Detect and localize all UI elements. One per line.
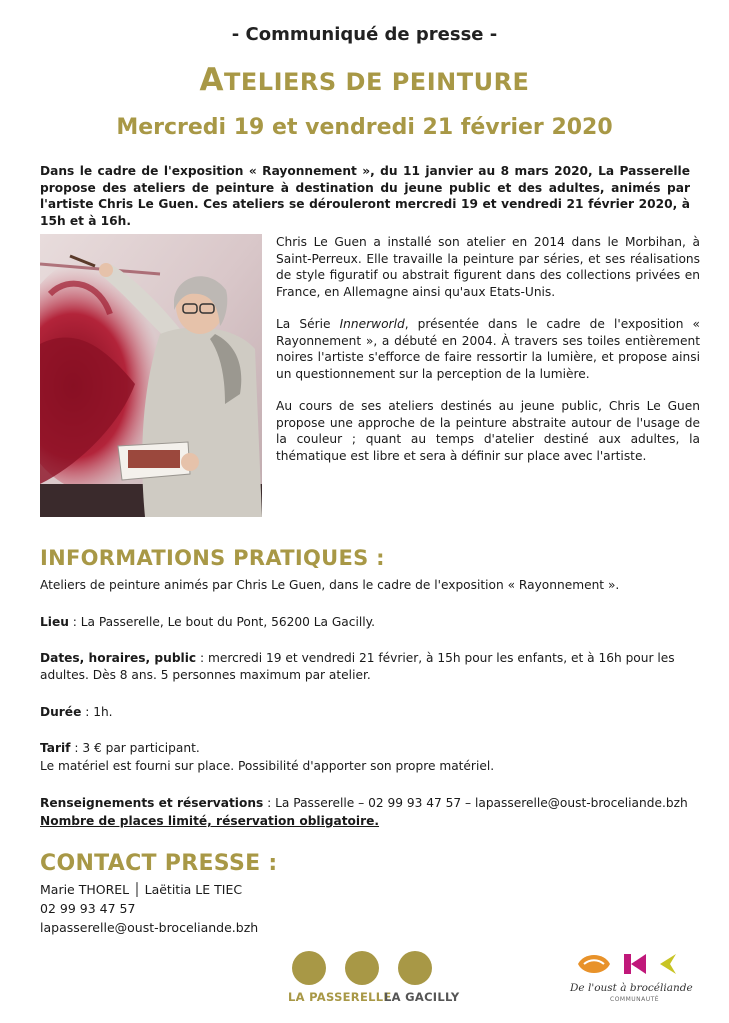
contact-email: lapasserelle@oust-broceliande.bzh <box>40 920 259 935</box>
logo-oust-script: De l'oust à brocéliande <box>570 982 693 994</box>
event-date: Mercredi 19 et vendredi 21 février 2020 <box>116 115 613 140</box>
logo-oust-sub: COMMUNAUTÉ <box>610 996 660 1003</box>
info-tarif <box>40 740 700 757</box>
logo-passerelle-text: LA PASSERELLE <box>288 990 392 1004</box>
lieu-label: Lieu <box>40 615 69 629</box>
info-dates <box>40 650 700 684</box>
okc-shapes-icon <box>576 950 686 978</box>
bio-paragraph-1: Chris Le Guen a installé son atelier en 2014 dans le Morbihan, à Saint-Perreux. Elle travaille la peinture par séries, et ses réalisations de style figuratif ou abstrait figurent dans des collections privées en France, en Allemagne ainsi qu'aux Etats-Unis. <box>276 235 700 299</box>
lieu-value: : La Passerelle, Le bout du Pont, 56200 La Gacilly. <box>68 615 375 629</box>
dates-label: Dates, horaires, public <box>40 651 197 665</box>
bio-paragraph-3: Au cours de ses ateliers destinés au jeune public, Chris Le Guen propose une approche de la peinture abstraite autour de l'usage de la couleur ; quant au temps d'atelier destiné aux adultes, la thématique est libre et sera à définir sur place avec l'artiste. <box>276 399 700 463</box>
contact-names: Marie THOREL │ Laëtitia LE TIEC <box>40 882 243 897</box>
info-materiel: Le matériel est fourni sur place. Possibilité d'apporter son propre matériel. <box>40 759 495 773</box>
contact-heading: CONTACT PRESSE : <box>40 851 278 876</box>
kicker: - Communiqué de presse - <box>231 24 498 45</box>
bio-paragraph-2 <box>276 316 700 382</box>
info-duree <box>40 704 700 721</box>
dates-value: : mercredi 19 et vendredi 21 février, à 15h pour les enfants, et à 16h pour les adultes. Dès 8 ans. 5 personnes maximum par atelier. <box>40 651 675 682</box>
duree-label: Durée <box>40 705 82 719</box>
gold-circles-icon <box>291 950 451 986</box>
logo-gacilly-text: LA GACILLY <box>384 990 460 1004</box>
artist-bio <box>276 234 700 464</box>
info-line-1: Ateliers de peinture animés par Chris Le Guen, dans le cadre de l'exposition « Rayonnement ». <box>40 578 620 592</box>
limit-text: Nombre de places limité, réservation obligatoire. <box>40 814 380 828</box>
tarif-label: Tarif <box>40 741 71 755</box>
artist-photo <box>40 234 262 517</box>
contact-phone: 02 99 93 47 57 <box>40 901 136 916</box>
bio-p2-start: La Série <box>276 317 340 331</box>
passerelle-logo <box>288 950 468 1010</box>
info-lieu <box>40 614 700 631</box>
page-title <box>0 62 729 98</box>
resa-label: Renseignements et réservations <box>40 796 264 810</box>
intro-paragraph: Dans le cadre de l'exposition « Rayonnement », du 11 janvier au 8 mars 2020, La Passerelle propose des ateliers de peinture à destination du jeune public et des adultes, animés par l'artiste Chris Le Guen. Ces ateliers se dérouleront mercredi 19 et vendredi 21 février 2020, à 15h et à 16h. <box>40 164 690 228</box>
info-heading: INFORMATIONS PRATIQUES : <box>40 546 385 570</box>
artist-painting-illustration <box>40 234 262 517</box>
resa-value: : La Passerelle – 02 99 93 47 57 – lapasserelle@oust-broceliande.bzh <box>263 796 688 810</box>
info-limit <box>40 813 700 830</box>
bio-p2-end: , présentée dans le cadre de l'exposition « Rayonnement », a débuté en 2004. À travers ses toiles entièrement noires l'artiste s'efforce de faire ressortir la lumière, et propose ainsi un questionnement sur la perception de la lumière. <box>276 317 701 381</box>
title-rest: TELIERS DE PEINTURE <box>224 68 530 96</box>
tarif-value: : 3 € par participant. <box>70 741 200 755</box>
oust-broceliande-logo <box>570 950 693 1014</box>
duree-value: : 1h. <box>81 705 113 719</box>
info-reservations <box>40 795 700 812</box>
series-name: Innerworld <box>339 317 405 331</box>
title-initial: A <box>199 62 225 98</box>
